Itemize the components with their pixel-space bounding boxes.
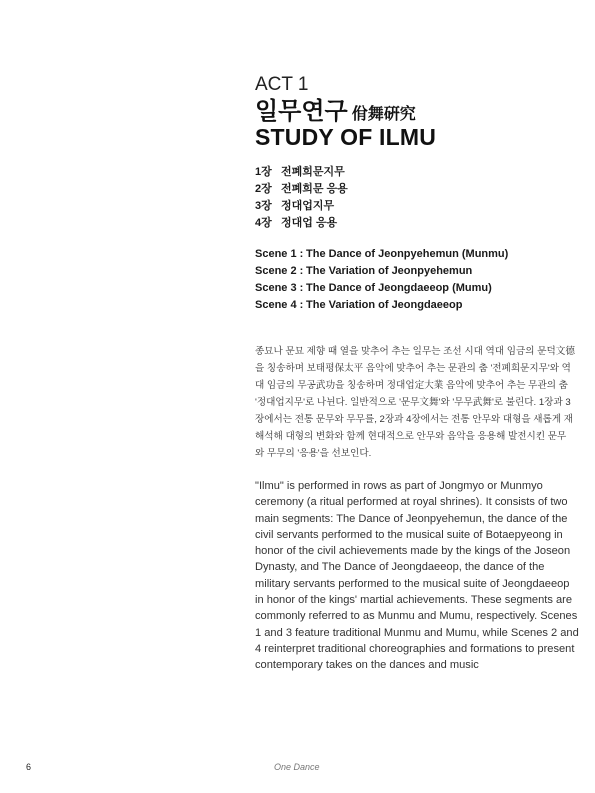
scene-label: The Dance of Jeonpyehemun (Munmu) [306, 248, 509, 260]
chapter-label: 전폐희문 응용 [281, 183, 348, 195]
chapter-number: 1장 [255, 166, 272, 178]
english-description: "Ilmu" is performed in rows as part of Jongmyo or Munmyo ceremony (a ritual performed at royal shrines). It consists of two main segments: The Dance of Jeonpyehemun, the dance of the civil servants performed to the musical suite of Botaepyeong in honor of the civil achievements made by the kings of the Joseon Dynasty, and The Dance of Jeongdaeeop, the dance of the military servants performed to the musical suite of Jeongdaeeop in honor of the kings' martial achievements. These segments are commonly referred to as Munmu and Mumu, respectively. Scenes 1 and 3 feature traditional Munmu and Mumu, while Scenes 2 and 4 reinterpret traditional choreographies and formations to present contemporary takes on the dances and music [255, 480, 579, 672]
chapter-list [255, 164, 575, 232]
scene-number: Scene 4 : [255, 299, 304, 311]
scene-number: Scene 1 : [255, 248, 304, 260]
chapter-item [255, 198, 575, 215]
scene-item [255, 280, 575, 297]
scene-label: The Variation of Jeongdaeeop [306, 299, 463, 311]
chapter-item [255, 215, 575, 232]
scene-number: Scene 3 : [255, 282, 304, 294]
page-number: 6 [26, 762, 32, 772]
act-label: ACT 1 [255, 74, 309, 95]
scene-label: The Variation of Jeonpyehemun [306, 265, 473, 277]
scene-item [255, 246, 575, 263]
title-hanja: 佾舞硏究 [351, 106, 416, 123]
scene-list [255, 246, 575, 314]
scene-item [255, 263, 575, 280]
chapter-number: 4장 [255, 217, 272, 229]
chapter-label: 전폐희문지무 [281, 166, 345, 178]
scene-number: Scene 2 : [255, 265, 304, 277]
chapter-number: 3장 [255, 200, 272, 212]
scene-label: The Dance of Jeongdaeeop (Mumu) [306, 282, 492, 294]
scene-item [255, 297, 575, 314]
chapter-label: 정대업 응용 [281, 217, 338, 229]
title-english: STUDY OF ILMU [255, 124, 437, 150]
chapter-item [255, 164, 575, 181]
chapter-item [255, 181, 575, 198]
footer-title: One Dance [274, 762, 320, 772]
title-korean-text: 일무연구 [255, 98, 348, 125]
chapter-number: 2장 [255, 183, 272, 195]
chapter-label: 정대업지무 [281, 200, 335, 212]
korean-description: 종묘나 문묘 제향 때 열을 맞추어 추는 일무는 조선 시대 역대 임금의 문덕文德을 칭송하며 보태평保太平 음악에 맞추어 추는 문관의 춤 '전폐희문지무'와 역대 임금의 무공武功을 칭송하며 정대업定大業 음악에 맞추어 추는 무관의 춤 '정대업지무'로 나뉜다. 일반적으로 '문무文舞'와 '무무武舞'로 불린다. 1장과 3장에서는 전통 문무와 무무를, 2장과 4장에서는 전통 안무와 대형을 새롭게 재해석해 대형의 변화와 함께 현대적으로 안무와 음악을 응용해 발전시킨 문무와 무무의 '응용'을 선보인다. [255, 346, 575, 459]
